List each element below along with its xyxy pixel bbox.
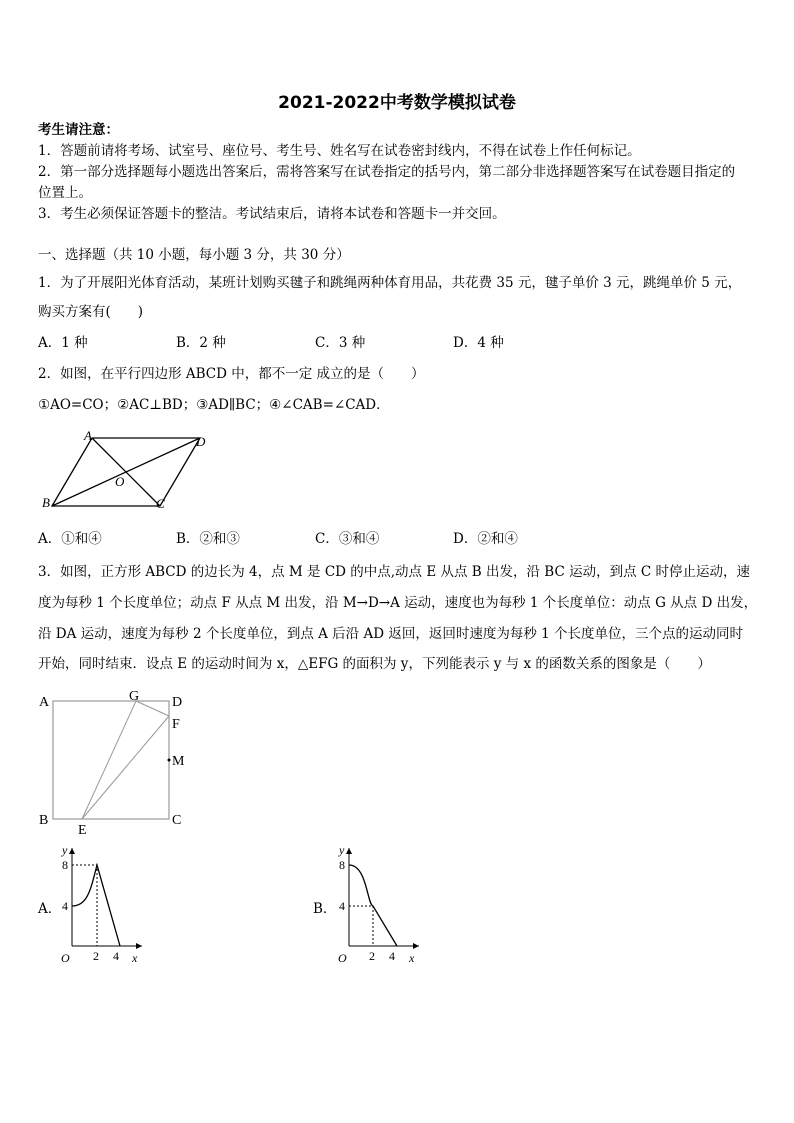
notice-heading: 考生请注意： [38,122,119,138]
label-m: M [172,754,185,769]
question-1-option-c: C．3 种 [315,335,366,351]
question-1-text: 1．为了开展阳光体育活动，某班计划购买毽子和跳绳两种体育用品，共花费 35 元，毽子单价 3 元，跳绳单价 5 元， [38,275,742,291]
label-g: G [129,689,140,704]
label-d: D [172,695,183,710]
question-3-text: 3．如图，正方形 ABCD 的边长为 4，点 M 是 CD 的中点,动点 E 从点 B 出发，沿 BC 运动，到点 C 时停止运动，速 [38,564,750,580]
label-d: D [196,434,206,449]
tick-4: 4 [389,949,395,963]
question-2-statements: ①AO=CO；②AC⊥BD；③AD∥BC；④∠CAB=∠CAD． [38,397,390,413]
section-heading: 一、选择题（共 10 小题，每小题 3 分，共 30 分） [38,247,350,263]
tick-4: 4 [113,949,119,963]
label-f: F [172,717,180,732]
notice-line: 3．考生必须保证答题卡的整洁。考试结束后，请将本试卷和答题卡一并交回。 [38,206,506,222]
parallelogram-figure [36,426,216,516]
question-1-text: 购买方案有( ) [38,304,144,320]
question-2-option-d: D．②和④ [453,531,518,547]
square-figure [34,688,194,838]
question-1-option-b: B．2 种 [176,335,226,351]
tick-4: 4 [339,899,345,913]
label-a: A [84,428,92,443]
question-3-text: 开始，同时结束．设点 E 的运动时间为 x，△EFG 的面积为 y，下列能表示 y 与 x 的函数关系的图象是（ ） [38,656,711,672]
question-2-text: 2．如图，在平行四边形 ABCD 中，都不一定 成立的是（ ） [38,366,425,382]
page-title: 2021-2022中考数学模拟试卷 [278,93,516,113]
question-2-option-c: C．③和④ [315,531,380,547]
notice-line: 2．第一部分选择题每小题选出答案后，需将答案写在试卷指定的括号内，第二部分非选择题答案写在试卷题目指定的 [38,164,736,180]
label-b: B [39,813,49,828]
axis-y: y [339,843,345,857]
label-a: A [39,695,50,710]
graph-a-label: A． [38,901,62,917]
question-1-option-d: D．4 种 [453,335,504,351]
notice-line: 1．答题前请将考场、试室号、座位号、考生号、姓名写在试卷密封线内，不得在试卷上作任何标记。 [38,143,641,159]
origin: O [61,951,70,965]
axis-x: x [409,951,415,965]
label-c: C [156,496,165,511]
tick-4: 4 [62,899,68,913]
graph-b [335,842,425,970]
axis-y: y [62,843,68,857]
notice-line: 位置上。 [38,185,92,201]
label-e: E [78,823,87,838]
tick-8: 8 [62,858,68,872]
label-c: C [172,813,182,828]
graph-b-label: B． [313,901,337,917]
axis-x: x [132,951,138,965]
label-b: B [42,495,50,510]
question-1-option-a: A．1 种 [38,335,88,351]
question-3-text: 度为每秒 1 个长度单位；动点 F 从点 M 出发，沿 M→D→A 运动，速度也为每秒 1 个长度单位：动点 G 从点 D 出发， [38,595,758,611]
graph-a [58,842,148,970]
origin: O [338,951,347,965]
tick-2: 2 [93,949,99,963]
question-3-text: 沿 DA 运动，速度为每秒 2 个长度单位，到点 A 后沿 AD 返回，返回时速度为每秒 1 个长度单位，三个点的运动同时 [38,626,743,642]
tick-2: 2 [369,949,375,963]
question-2-option-a: A．①和④ [38,531,102,547]
question-2-option-b: B．②和③ [176,531,240,547]
tick-8: 8 [339,858,345,872]
label-o: O [115,474,125,489]
